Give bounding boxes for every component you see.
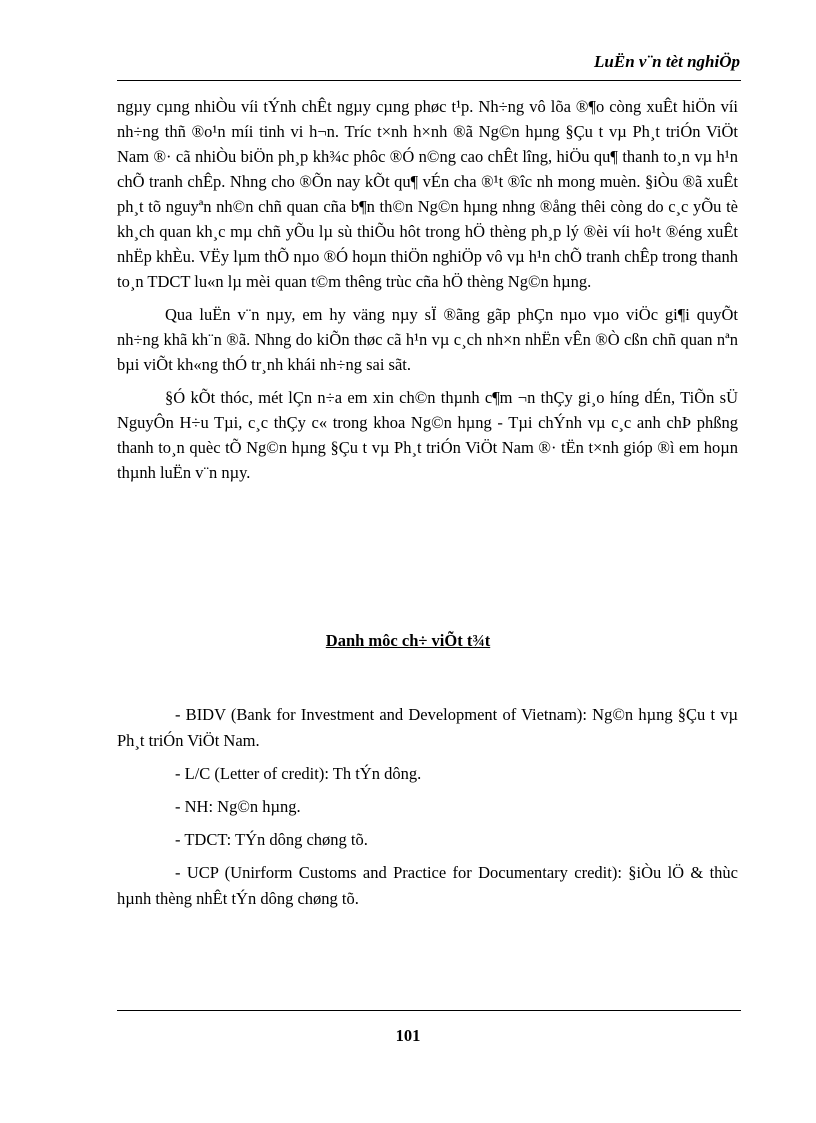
- footer-divider: [117, 1010, 741, 1011]
- running-header-title: LuËn v¨n tèt nghiÖp: [594, 52, 740, 71]
- abbreviation-item: - UCP (Unirform Customs and Practice for Documentary credit): §iÒu lÖ & thùc hµnh thèng nhÊt tÝn dông chøng tõ.: [117, 863, 738, 908]
- body-text: [117, 94, 738, 493]
- header-divider: [117, 80, 741, 81]
- body-paragraph-continued: ngµy cµng nhiÒu víi tÝnh chÊt ngµy cµng phøc t¹p. Nh÷ng vô lõa ®¶o còng xuÊt hiÖn víi nh÷ng thñ ®o¹n míi tinh vi h¬n. Tríc t×nh h×nh ®ã Ng©n hµng §Çu t vµ Ph¸t triÓn ViÖt Nam ®· cã nhiÒu biÖn ph¸p kh¾c phôc ®Ó n©ng cao chÊt lîng, hiÖu qu¶ thanh to¸n vµ h¹n chÕ tranh chÊp. Nhng cho ®Õn nay kÕt qu¶ vÉn cha ®¹t ®îc nh mong muèn. §iÒu ®ã xuÊt ph¸t tõ nguyªn nh©n chñ quan cña b¶n th©n Ng©n hµng nhng ®ång thêi còng do c¸c yÕu tè kh¸ch quan kh¸c mµ chñ yÕu lµ sù thiÕu hôt trong hÖ thèng ph¸p lý ®èi víi ho¹t ®éng xuÊt nhËp khÈu. VËy lµm thÕ nµo ®Ó hoµn thiÖn nghiÖp vô vµ h¹n chÕ tranh chÊp trong thanh to¸n TDCT lu«n lµ mèi quan t©m thêng trùc cña hÖ thèng Ng©n hµng.: [117, 97, 738, 291]
- abbreviation-item: - NH: Ng©n hµng.: [175, 797, 301, 816]
- abbreviation-item: - TDCT: TÝn dông chøng tõ.: [175, 830, 368, 849]
- body-paragraph: Qua luËn v¨n nµy, em hy väng nµy sÏ ®ãng gãp phÇn nµo vµo viÖc gi¶i quyÕt nh÷ng khã kh¨n ®ã. Nhng do kiÕn thøc cã h¹n vµ c¸ch nh×n nhËn vÊn ®Ò cßn chñ quan nªn bµi viÕt kh«ng thÓ tr¸nh khái nh÷ng sai sãt.: [117, 305, 738, 374]
- abbreviation-item: - BIDV (Bank for Investment and Development of Vietnam): Ng©n hµng §Çu t vµ Ph¸t triÓn ViÖt Nam.: [117, 705, 738, 750]
- page-number: 101: [395, 1026, 421, 1045]
- abbreviations-list: [117, 702, 738, 919]
- abbreviation-item: - L/C (Letter of credit): Th tÝn dông.: [175, 764, 422, 783]
- abbreviations-heading: Danh môc ch÷ viÕt t¾t: [325, 631, 491, 650]
- body-paragraph: §Ó kÕt thóc, mét lÇn n÷a em xin ch©n thµnh c¶m ¬n thÇy gi¸o híng dÉn, TiÕn sÜ NguyÔn H÷u Tµi, c¸c thÇy c« trong khoa Ng©n hµng - Tµi chÝnh vµ c¸c anh chÞ phßng thanh to¸n quèc tÕ Ng©n hµng §Çu t vµ Ph¸t triÓn ViÖt Nam ®· tËn t×nh gióp ®ì em hoµn thµnh luËn v¨n nµy.: [117, 388, 738, 482]
